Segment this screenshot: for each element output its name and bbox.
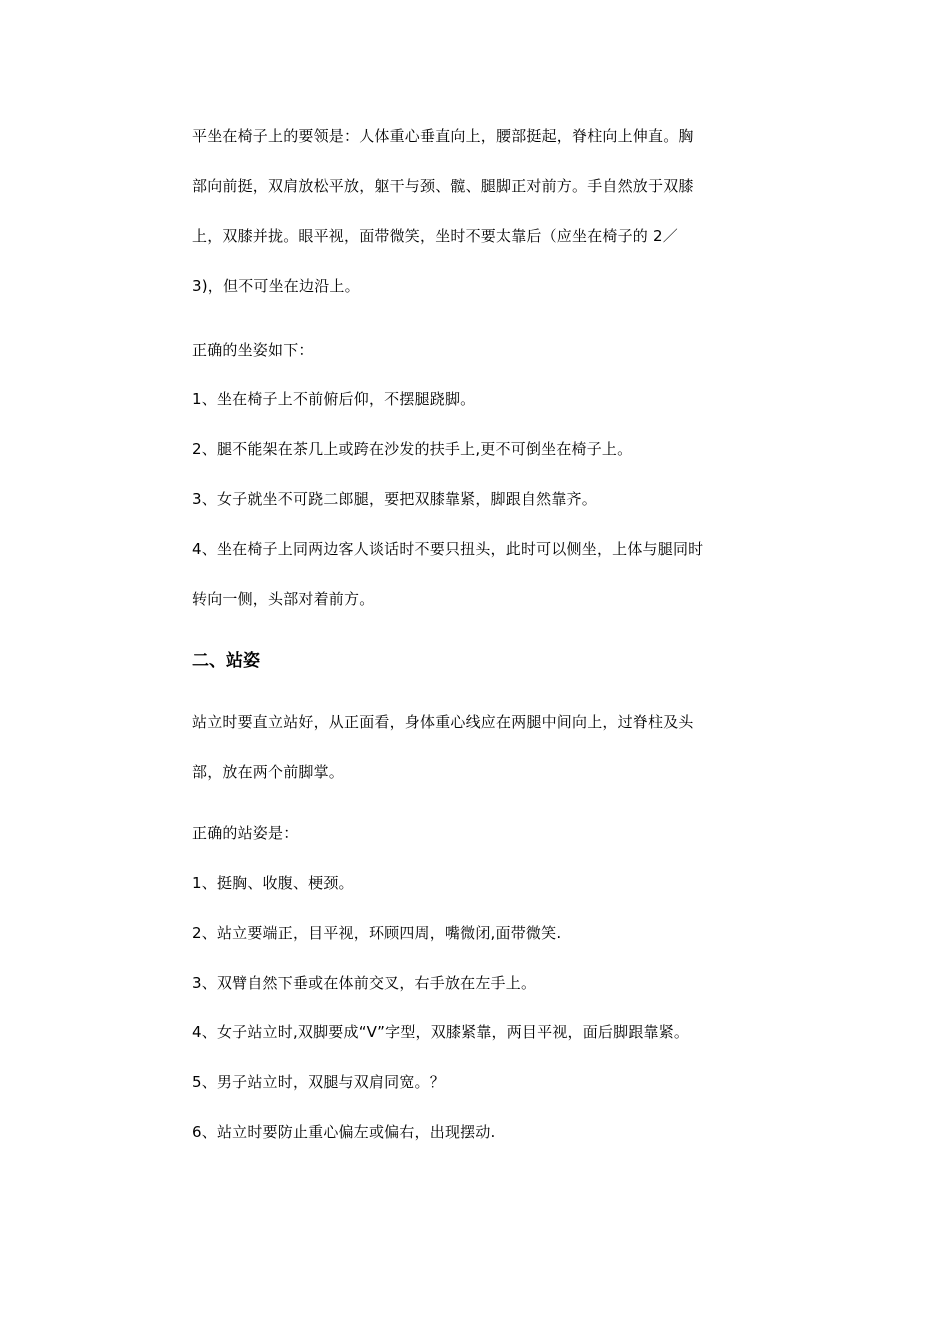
standing-item-4: 4、女子站立时,双脚要成“V”字型，双膝紧靠，两目平视，面后脚跟靠紧。 xyxy=(192,1023,690,1041)
sitting-correct-title: 正确的坐姿如下： xyxy=(192,341,314,359)
sitting-item-2: 2、腿不能架在茶几上或跨在沙发的扶手上,更不可倒坐在椅子上。 xyxy=(192,440,633,458)
standing-item-5: 5、男子站立时，双腿与双肩同宽。？ xyxy=(192,1073,445,1091)
sitting-intro-line-4: 3)，但不可坐在边沿上。 xyxy=(192,277,360,295)
section-heading-standing: 二、站姿 xyxy=(192,651,260,671)
standing-item-3: 3、双臂自然下垂或在体前交叉，右手放在左手上。 xyxy=(192,974,537,992)
sitting-item-1: 1、坐在椅子上不前俯后仰，不摆腿跷脚。 xyxy=(192,390,476,408)
standing-item-1: 1、挺胸、收腹、梗颈。 xyxy=(192,874,354,892)
sitting-item-3: 3、女子就坐不可跷二郎腿，要把双膝靠紧，脚跟自然靠齐。 xyxy=(192,490,597,508)
standing-correct-title: 正确的站姿是： xyxy=(192,824,299,842)
standing-intro-line-2: 部，放在两个前脚掌。 xyxy=(192,763,345,781)
sitting-intro-line-3: 上，双膝并拢。眼平视，面带微笑，坐时不要太靠后（应坐在椅子的 2／ xyxy=(192,227,678,245)
sitting-intro-line-1: 平坐在椅子上的要领是：人体重心垂直向上，腰部挺起，脊柱向上伸直。胸 xyxy=(192,127,694,145)
standing-item-2: 2、站立要端正，目平视，环顾四周，嘴微闭,面带微笑. xyxy=(192,924,562,942)
sitting-item-4-continued: 转向一侧，头部对着前方。 xyxy=(192,590,375,608)
sitting-intro-line-2: 部向前挺，双肩放松平放，躯干与颈、髋、腿脚正对前方。手自然放于双膝 xyxy=(192,177,694,195)
sitting-item-4: 4、坐在椅子上同两边客人谈话时不要只扭头，此时可以侧坐，上体与腿同时 xyxy=(192,540,704,558)
standing-intro-line-1: 站立时要直立站好，从正面看，身体重心线应在两腿中间向上，过脊柱及头 xyxy=(192,713,694,731)
standing-item-6: 6、站立时要防止重心偏左或偏右，出现摆动. xyxy=(192,1123,496,1141)
